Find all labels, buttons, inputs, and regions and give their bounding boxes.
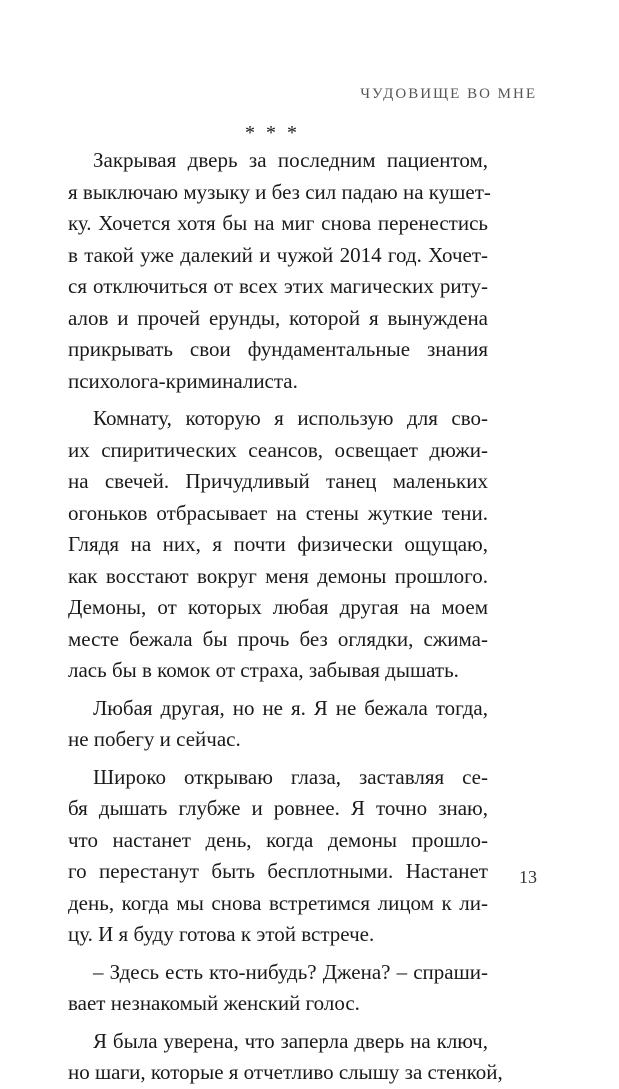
text-line: Глядя на них, я почти физически ощущаю, xyxy=(68,532,488,556)
section-separator: * * * xyxy=(245,122,300,144)
text-line: день, когда мы снова встретимся лицом к ли- xyxy=(68,890,488,915)
text-line: что настанет день, когда демоны прошло- xyxy=(68,827,488,852)
text-line: Широко открываю глаза, заставляя се- xyxy=(93,764,488,789)
paragraph-6 xyxy=(68,1026,503,1089)
text-line: цу. И я буду готова к этой встрече. xyxy=(68,922,375,946)
text-line: Я была уверена, что заперла дверь на ключ, xyxy=(93,1028,488,1053)
body-text xyxy=(68,145,503,1089)
paragraph-2 xyxy=(68,403,488,687)
text-line: – Здесь есть кто-нибудь? Джена? – спраши- xyxy=(93,959,488,984)
text-line: огоньков отбрасывает на стены жуткие тени. xyxy=(68,500,488,525)
paragraph-1 xyxy=(68,145,491,397)
text-line: Комнату, которую я использую для сво- xyxy=(93,406,488,430)
text-line: лась бы в комок от страха, забывая дышать. xyxy=(68,658,459,682)
text-line: Демоны, от которых любая другая на моем xyxy=(68,595,488,619)
text-line: прикрывать свои фундаментальные знания xyxy=(68,337,488,361)
paragraph-5 xyxy=(68,957,488,1020)
text-line: на свечей. Причудливый танец маленьких xyxy=(68,469,488,493)
text-line: алов и прочей ерунды, которой я вынуждена xyxy=(68,305,488,330)
text-line: бя дышать глубже и ровнее. Я точно знаю, xyxy=(68,796,488,820)
text-line: их спиритических сеансов, освещает дюжи- xyxy=(68,437,488,462)
text-line: го перестанут быть бесплотными. Настанет xyxy=(68,859,488,883)
running-header: ЧУДОВИЩЕ ВО МНЕ xyxy=(360,86,537,102)
text-line: как восстают вокруг меня демоны прошлого. xyxy=(68,563,488,588)
paragraph-3 xyxy=(68,693,488,756)
text-line: Любая другая, но не я. Я не бежала тогда, xyxy=(93,695,488,720)
text-line: Закрывая дверь за последним пациентом, xyxy=(93,148,488,172)
paragraph-4 xyxy=(68,762,488,951)
text-line: не побегу и сейчас. xyxy=(68,727,241,751)
text-line: ку. Хочется хотя бы на миг снова перенестись xyxy=(68,211,488,235)
text-line: я выключаю музыку и без сил падаю на кушет- xyxy=(68,179,491,204)
page-number: 13 xyxy=(519,867,537,887)
text-line: месте бежала бы прочь без оглядки, сжима- xyxy=(68,626,488,651)
text-line: но шаги, которые я отчетливо слышу за стенкой, xyxy=(68,1060,503,1084)
text-line: психолога-криминалиста. xyxy=(68,368,298,393)
text-line: ся отключиться от всех этих магических риту- xyxy=(68,274,488,298)
text-line: вает незнакомый женский голос. xyxy=(68,991,360,1015)
text-line: в такой уже далекий и чужой 2014 год. Хочет- xyxy=(68,242,488,267)
